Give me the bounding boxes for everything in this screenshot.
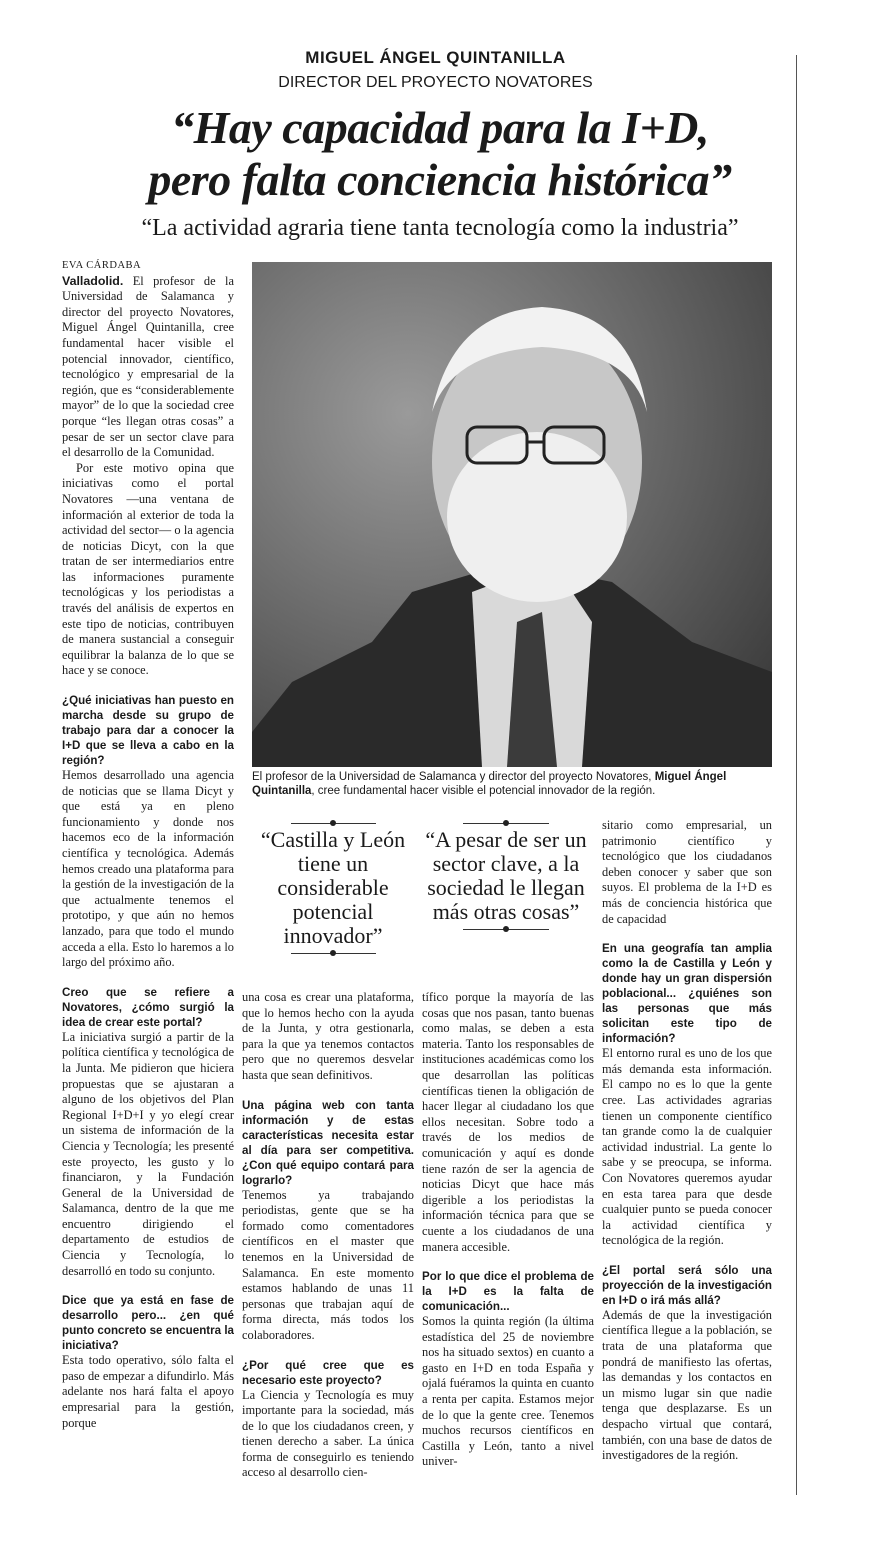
pullquote-ornament: [248, 948, 418, 958]
pullquote-ornament: [420, 924, 592, 934]
answer: Además de que la investigación científica llegue a la población, se trata de una plataforma que pondrá de manifiesto las ofertas, las demandas y los contactos en un mismo lugar sin que nadie tenga que desplazarse. Es un despacho virtual que contará, también, con una base de datos de investigadores de la región.: [602, 1307, 772, 1463]
headline-line-2: pero falta conciencia histórica”: [148, 154, 732, 205]
pullquote-left: [248, 818, 418, 958]
dateline: Valladolid.: [62, 273, 124, 288]
portrait-illustration: [252, 262, 772, 767]
question: Por lo que dice el problema de la I+D es la falta de comunicación...: [422, 1270, 594, 1314]
pullquote-ornament: [248, 818, 418, 828]
pullquote-ornament: [420, 818, 592, 828]
question: Dice que ya está en fase de desarrollo pero... ¿en qué punto concreto se encuentra la iniciativa?: [62, 1294, 235, 1353]
answer: tífico porque la mayoría de las cosas que nos pasan, tanto buenas como malas, se deben a esta materia. Tanto los responsables de instituciones académicas como los que desarrollan las políticas científicas tienen la obligación de hacer llegar al ciudadano los que ellos necesitan. Sobre todo a través de los medios de comunicación y aquí es donde tiene razón de ser la agencia de noticias Dicyt que hace más digerible a los periodistas la información técnica para que se cuente a los ciudadanos de una manera accesible.: [422, 990, 594, 1254]
pullquote-right: [420, 818, 592, 934]
answer: Hemos desarrollado una agencia de noticias que se llama Dicyt y que está ya en pleno funcionamiento y donde nos hacemos eco de la información científica y tecnológica. Además hemos creado una plataforma para la gestión de la investigación de la que actualmente tenemos el prototipo, y que aún no hemos lanzado, para que todo el mundo acceda a ella. Esto lo haremos a lo largo del próximo año.: [62, 768, 234, 970]
column-3: [422, 990, 594, 1470]
question: ¿El portal será sólo una proyección de la investigación en I+D o irá más allá?: [602, 1263, 772, 1307]
answer: La Ciencia y Tecnología es muy importante para la sociedad, más de lo que los ciudadanos creen, y tienen derecho a saber. La única forma de conseguirlo es teniendo acceso al desarrollo cien-: [242, 1387, 414, 1480]
headline-line-1: “Hay capacidad para la I+D,: [171, 102, 709, 153]
question: ¿Por qué cree que es necesario este proyecto?: [242, 1358, 414, 1387]
answer: La iniciativa surgió a partir de la política científica y tecnológica de la Junta. Me pidieron que hiciera propuestas que se ajustaran a alguno de los objetivos del Plan Regional I+D+I y yo elegí crear un sistema de información de la Ciencia y Tecnología; les presenté este proyecto, les gusto y lo financiaron, y la Fundación General de la Universidad de Salamanca, dentro de la que me encuentro dirigiendo el departamento de estudios de Ciencia y Tecnología, lo desarrolló en todo su conjunto.: [62, 1029, 234, 1278]
question: Creo que se refiere a Novatores, ¿cómo surgió la idea de crear este portal?: [62, 985, 234, 1029]
byline: EVA CÁRDABA: [62, 260, 142, 271]
column-rule: [796, 55, 797, 1495]
portrait-photo: [252, 262, 772, 767]
question: ¿Qué iniciativas han puesto en marcha desde su grupo de trabajo para dar a conocer la I+D que se lleva a cabo en la región?: [62, 694, 234, 768]
interviewee-role: DIRECTOR DEL PROYECTO NOVATORES: [278, 74, 593, 91]
question: En una geografía tan amplia como la de Castilla y León y donde hay un gran dispersión poblacional... ¿quiénes son las personas que más solicitan este tipo de información?: [602, 942, 772, 1046]
caption-name: Miguel Ángel Quintanilla: [252, 771, 727, 797]
photo-caption: El profesor de la Universidad de Salamanca y director del proyecto Novatores, Miguel Ángel Quintanilla, cree fundamental hacer visible el potencial innovador de la región.: [252, 771, 727, 797]
answer: El entorno rural es uno de los que más demanda esta información. El campo no es lo que la gente cree. Las actividades agrarias tienen un componente científico tan grande como la de cualquier actividad industrial. La gente lo sabe y se preocupa, se informa. Con Novatores queremos ayudar en esta tarea para que desde cualquier punto se pueda conocer la actividad científica y tecnológica de la región.: [602, 1046, 772, 1248]
subheadline: “La actividad agraria tiene tanta tecnología como la industria”: [141, 215, 739, 241]
pullquote-text: “A pesar de ser un sector clave, a la sociedad le llegan más otras cosas”: [425, 827, 587, 924]
headline: [60, 102, 820, 206]
interviewee-name: MIGUEL ÁNGEL QUINTANILLA: [305, 48, 566, 67]
answer: Somos la quinta región (la última estadística del 25 de noviembre nos ha situado sextos) en cuanto a gasto en I+D en toda España y ojalá fuéramos la quinta en cuanto a renta per capita. Estamos mejor de lo que la gente cree. Tenemos muchos recursos científicos en Castilla y León, tanto a nivel univer-: [422, 1314, 594, 1469]
column-4: [602, 818, 772, 1464]
paragraph-lead: Valladolid. El profesor de la Universidad de Salamanca y director del proyecto Novatores, Miguel Ángel Quintanilla, cree fundamental hacer visible el potencial innovador, científico, tecnológico y empresarial de la región, que es “considerablemente mayor” de lo que la sociedad cree porque “les llegan otras cosas” a pesar de ser un sector clave para el desarrollo de la Comunidad.: [62, 273, 234, 460]
answer: sitario como empresarial, un patrimonio científico y tecnológico que los ciudadanos deben conocer y saber que son suyos. El problema de la I+D es más de conciencia histórica que de capacidad: [602, 818, 772, 926]
answer: Tenemos ya trabajando periodistas, gente que se ha formado como comentadores científicos en el master que tenemos en la Universidad de Salamanca. En este momento estamos hablando de unas 11 personas que trabajan aquí de forma directa, más todos los colaboradores.: [242, 1187, 414, 1342]
column-1: [62, 258, 234, 1431]
question: Una página web con tanta información y de estas características necesita estar al día para ser competitiva. ¿Con qué equipo contará para lograrlo?: [242, 1098, 414, 1187]
answer: Esta todo operativo, sólo falta el paso de empezar a difundirlo. Más adelante nos hará falta el apoyo empresarial para la gestión, porque: [62, 1353, 234, 1430]
column-2: [242, 990, 414, 1481]
paragraph: Por este motivo opina que iniciativas como el portal Novatores —una ventana de información al exterior de toda la actividad del sector— o la agencia de noticias Dicyt, con la que tratan de ser intermediarios entre las informaciones puramente tecnológicas y los periodistas a través del análisis de expertos en este tipo de noticias, contribuyen de manera sustancial a conseguir equilibrar la balanza de lo que se hace y se conoce.: [62, 460, 234, 678]
answer: una cosa es crear una plataforma, que lo hemos hecho con la ayuda de la Junta, y otra gestionarla, para la que ya tenemos contactos pero que no queremos desvelar hasta que sean definitivos.: [242, 990, 414, 1082]
pullquote-text: “Castilla y León tiene un considerable potencial innovador”: [260, 827, 406, 948]
